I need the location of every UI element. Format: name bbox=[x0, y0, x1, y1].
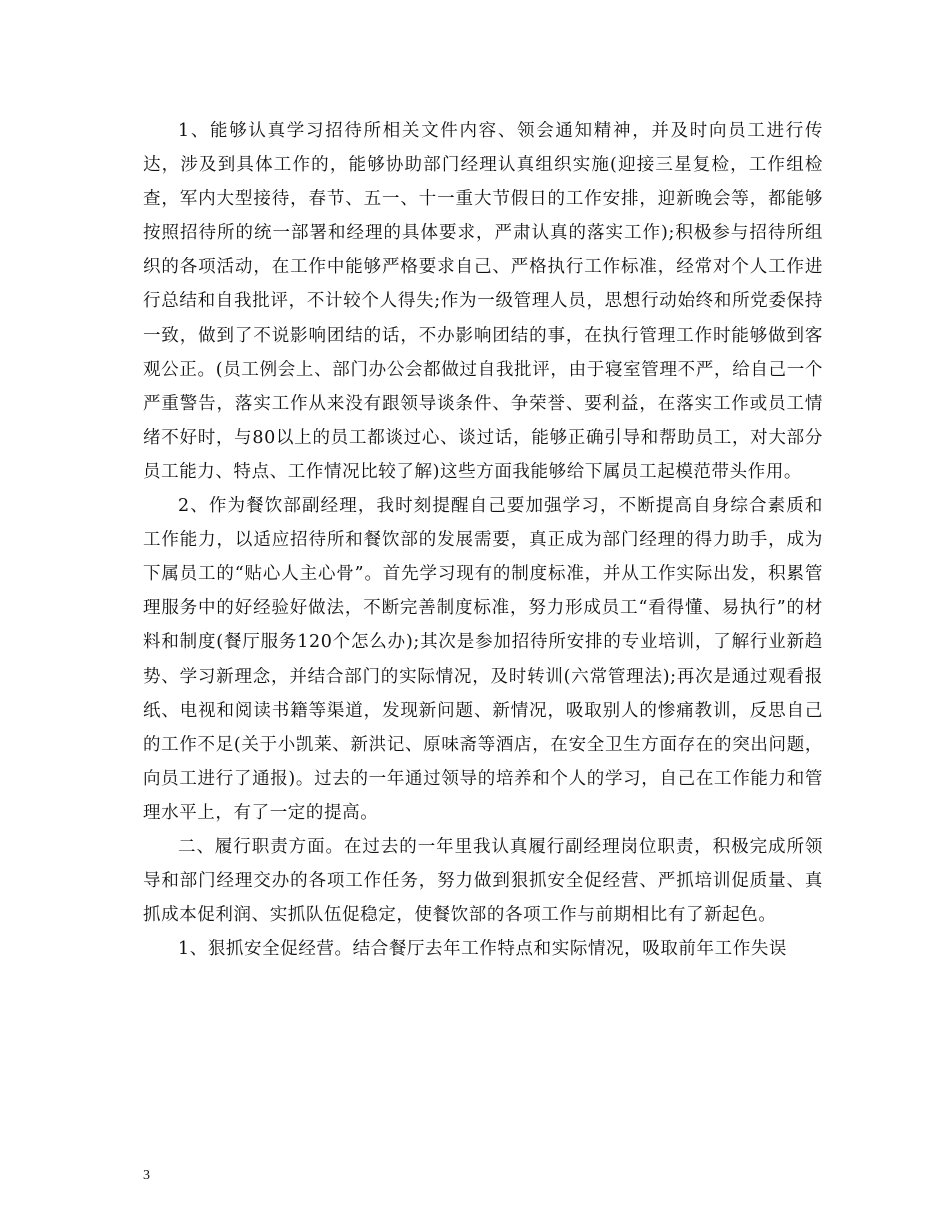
page-number: 3 bbox=[143, 1168, 150, 1183]
body-text bbox=[143, 114, 823, 966]
paragraph-2: 2、作为餐饮部副经理，我时刻提醒自己要加强学习，不断提高自身综合素质和工作能力，以适应招待所和餐饮部的发展需要，真正成为部门经理的得力助手，成为下属员工的“贴心人主心骨”。首先学习现有的制度标准，并从工作实际出发，积累管理服务中的好经验好做法，不断完善制度标准，努力形成员工“看得懂、易执行”的材料和制度(餐厅服务120个怎么办);其次是参加招待所安排的专业培训，了解行业新趋势、学习新理念，并结合部门的实际情况，及时转训(六常管理法);再次是通过观看报纸、电视和阅读书籍等渠道，发现新问题、新情况，吸取别人的惨痛教训，反思自己的工作不足(关于小凯莱、新洪记、原味斋等酒店，在安全卫生方面存在的突出问题，向员工进行了通报)。过去的一年通过领导的培养和个人的学习，自己在工作能力和管理水平上，有了一定的提高。 bbox=[143, 496, 823, 823]
paragraph-1: 1、能够认真学习招待所相关文件内容、领会通知精神，并及时向员工进行传达，涉及到具体工作的，能够协助部门经理认真组织实施(迎接三星复检，工作组检查，军内大型接待，春节、五一、十一重大节假日的工作安排，迎新晚会等，都能够按照招待所的统一部署和经理的具体要求，严肃认真的落实工作);积极参与招待所组织的各项活动，在工作中能够严格要求自己、严格执行工作标准，经常对个人工作进行总结和自我批评，不计较个人得失;作为一级管理人员，思想行动始终和所党委保持一致，做到了不说影响团结的话，不办影响团结的事，在执行管理工作时能够做到客观公正。(员工例会上、部门办公会都做过自我批评，由于寝室管理不严，给自己一个严重警告，落实工作从来没有跟领导谈条件、争荣誉、要利益，在落实工作或员工情绪不好时，与80以上的员工都谈过心、谈过话，能够正确引导和帮助员工，对大部分员工能力、特点、工作情况比较了解)这些方面我能够给下属员工起模范带头作用。 bbox=[143, 121, 823, 482]
paragraph-3: 二、履行职责方面。在过去的一年里我认真履行副经理岗位职责，积极完成所领导和部门经理交办的各项工作任务，努力做到狠抓安全促经营、严抓培训促质量、真抓成本促利润、实抓队伍促稳定，使餐饮部的各项工作与前期相比有了新起色。 bbox=[143, 836, 823, 926]
paragraph-4: 1、狠抓安全促经营。结合餐厅去年工作特点和实际情况，吸取前年工作失误 bbox=[178, 939, 788, 960]
